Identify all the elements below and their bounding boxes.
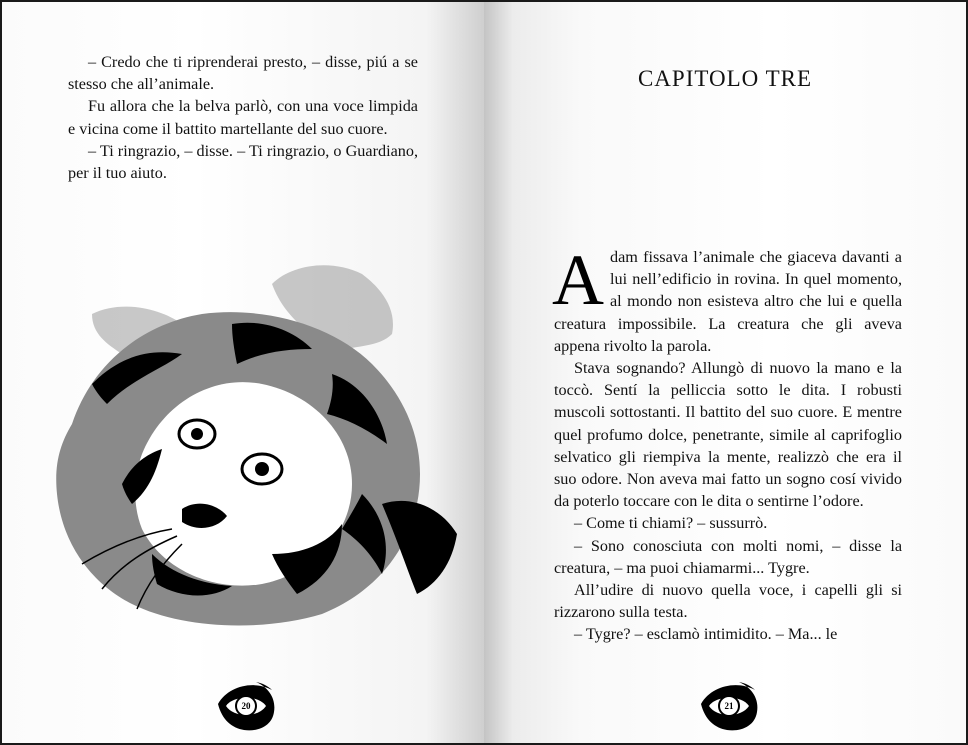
right-paragraph-2: Stava sognando? Allungò di nuovo la mano e la toccò. Sentí la pelliccia sotto le dita. I robusti muscoli sottostanti. Il battito del suo cuore. E mentre quel profumo dolce, penetrante, simile al caprifoglio selvatico gli riempiva la mente, realizzò che era il suo odore. Non aveva mai fatto un sogno cosí vivido da poterlo toccare con le dita o sentirne l’odore. bbox=[554, 359, 902, 511]
right-paragraph-6: – Tygre? – esclamò intimidito. – Ma... le bbox=[574, 625, 838, 644]
tiger-illustration bbox=[32, 254, 472, 634]
right-paragraph-3: – Come ti chiami? – sussurrò. bbox=[574, 514, 768, 533]
page-number-emblem-left bbox=[214, 678, 278, 734]
left-page-text bbox=[68, 51, 418, 184]
right-paragraph-1 bbox=[552, 240, 902, 357]
page-number-right: 21 bbox=[724, 701, 734, 711]
left-page bbox=[2, 2, 484, 743]
left-paragraph-3: – Ti ringrazio, – disse. – Ti ringrazio, o Guardiano, per il tuo aiuto. bbox=[68, 141, 418, 183]
right-paragraph-1-text: dam fissava l’animale che giaceva davanti a lui nell’edificio in rovina. In quel momento, al mondo non esisteva altro che lui e quella creatura impossibile. La creatura che gli aveva appena rivolto la parola. bbox=[554, 248, 902, 355]
drop-cap: A bbox=[552, 240, 604, 320]
chapter-title: CAPITOLO TRE bbox=[637, 66, 813, 91]
right-paragraph-5: All’udire di nuovo quella voce, i capelli gli si rizzarono sulla testa. bbox=[554, 581, 902, 622]
right-page bbox=[484, 2, 966, 743]
right-page-text bbox=[552, 240, 902, 646]
left-paragraph-2: Fu allora che la belva parlò, con una voce limpida e vicina come il battito martellante del suo cuore. bbox=[68, 97, 418, 138]
page-number-left: 20 bbox=[241, 701, 251, 711]
left-paragraph-1: – Credo che ti riprenderai presto, – disse, piú a se stesso che all’animale. bbox=[68, 53, 418, 94]
page-number-emblem-right bbox=[697, 678, 761, 734]
right-paragraph-4: – Sono conosciuta con molti nomi, – disse la creatura, – ma puoi chiamarmi... Tygre. bbox=[554, 536, 902, 577]
